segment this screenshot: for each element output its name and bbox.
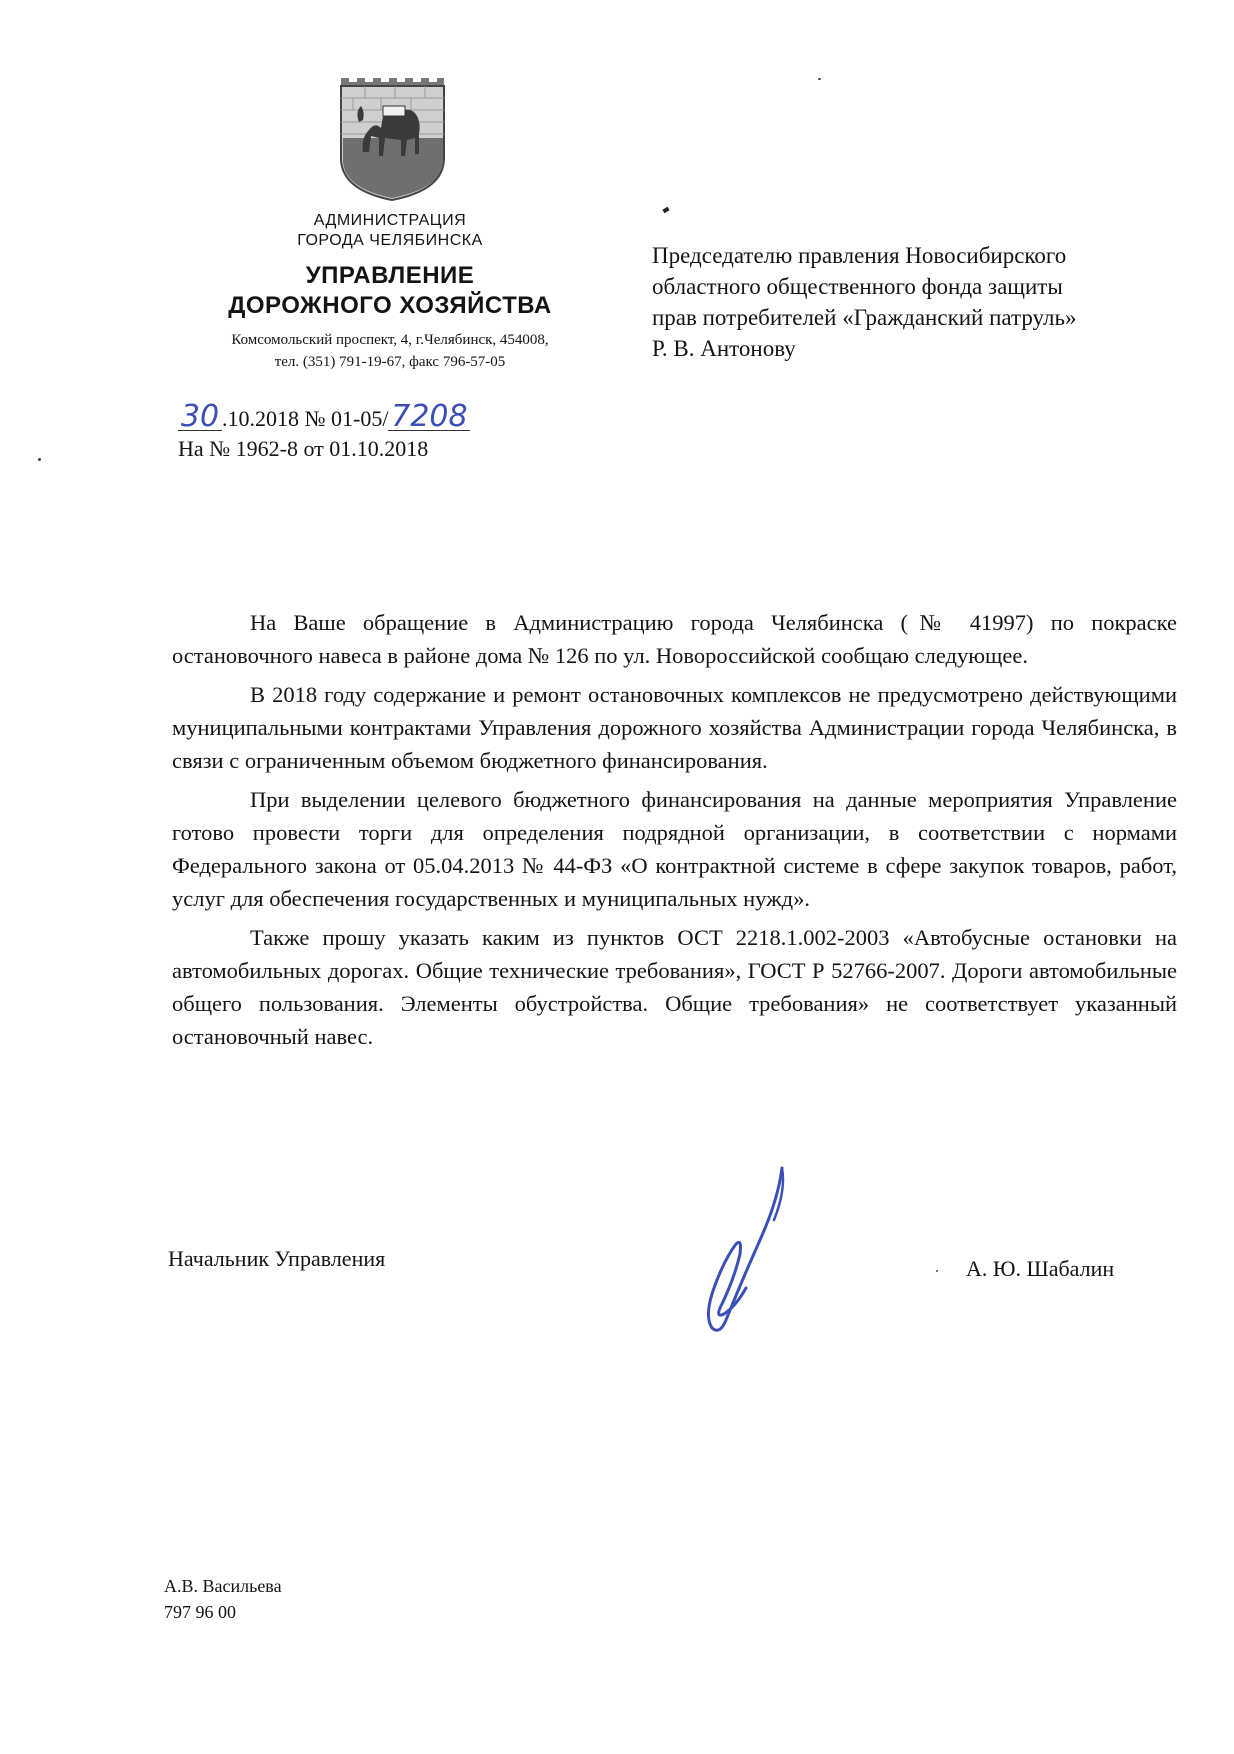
letter-body [172, 606, 1177, 1059]
body-paragraph-4: Также прошу указать каким из пунктов ОСТ 2218.1.002-2003 «Автобусные остановки на автомобильных дорогах. Общие технические требования», ГОСТ Р 52766-2007. Дороги автомобильные общего пользования. Элементы обустройства. Общие требования» не соответствует указанный остановочный навес. [172, 925, 1177, 1049]
scan-speck [818, 78, 821, 80]
scan-speck [38, 458, 41, 461]
handwritten-reg-number: 7208 [388, 404, 470, 431]
outgoing-date-number: .10.2018 № 01-05/ [222, 406, 389, 431]
addressee-line4: Р. В. Антонову [652, 336, 796, 361]
body-paragraph-1: На Ваше обращение в Администрацию города Челябинска (№ 41997) по покраске остановочного навеса в районе дома № 126 по ул. Новороссийской сообщаю следующее. [172, 610, 1177, 668]
outgoing-number [178, 399, 470, 434]
executor-name: А.В. Васильева [164, 1576, 282, 1596]
address-line2: тел. (351) 791-19-67, факс 796-57-05 [274, 354, 506, 370]
signatory-position: Начальник Управления [168, 1246, 386, 1271]
chelyabinsk-coat-of-arms-icon [335, 72, 450, 204]
addressee-line2: областного общественного фонда защиты [652, 274, 1063, 299]
department-title-line2: ДОРОЖНОГО ХОЗЯЙСТВА [228, 292, 552, 319]
body-paragraph-3: При выделении целевого бюджетного финансирования на данные мероприятия Управление готово провести торги для определения подрядной организации, в соответствии с нормами Федерального закона от 05.04.2013 № 44-ФЗ «О контрактной системе в сфере закупок товаров, работ, услуг для обеспечения государственных и муниципальных нужд». [172, 787, 1177, 911]
reference-number: На № 1962-8 от 01.10.2018 [178, 436, 429, 461]
address-line1: Комсомольский проспект, 4, г.Челябинск, 454008, [231, 332, 549, 348]
body-paragraph-2: В 2018 году содержание и ремонт остановочных комплексов не предусмотрено действующими муниципальными контрактами Управления дорожного хозяйства Администрации города Челябинска, в связи с ограниченным объемом бюджетного финансирования. [172, 682, 1177, 773]
executor-phone: 797 96 00 [164, 1602, 236, 1622]
signatory-name: А. Ю. Шабалин [966, 1256, 1115, 1281]
admin-title-line2: ГОРОДА ЧЕЛЯБИНСКА [297, 232, 483, 249]
handwritten-day: 30 [178, 404, 222, 431]
handwritten-signature-icon [690, 1160, 800, 1340]
department-title-line1: УПРАВЛЕНИЕ [305, 262, 475, 289]
addressee-line1: Председателю правления Новосибирского [652, 243, 1067, 268]
addressee-line3: прав потребителей «Гражданский патруль» [652, 305, 1077, 330]
scan-speck [936, 1270, 938, 1272]
admin-title-line1: АДМИНИСТРАЦИЯ [313, 212, 467, 229]
addressee-block [652, 240, 1172, 364]
corner-mark [662, 207, 669, 213]
